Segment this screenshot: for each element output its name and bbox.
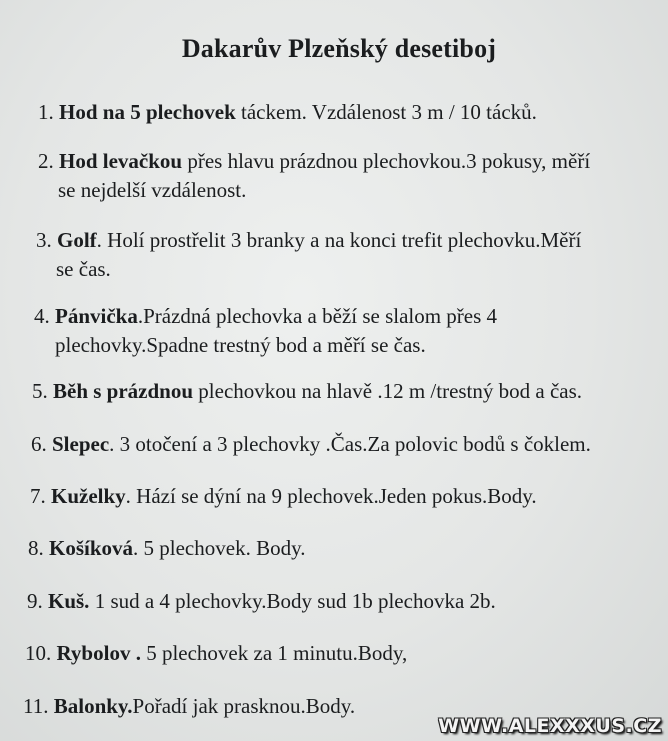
item-description-continued: se čas. — [56, 257, 111, 281]
item-number: 7. — [30, 484, 46, 508]
item-number: 3. — [36, 228, 52, 252]
item-description-continued: plechovky.Spadne trestný bod a měří se čas. — [55, 333, 426, 357]
page-title: Dakarův Plzeňský desetiboj — [181, 34, 497, 63]
item-number: 10. — [25, 641, 52, 665]
list-item-9 — [27, 587, 496, 616]
list-item-11 — [23, 692, 355, 721]
item-description: táckem. Vzdálenost 3 m / 10 tácků. — [235, 100, 537, 124]
item-name: Slepec — [52, 432, 110, 456]
list-item-10 — [25, 639, 407, 668]
item-description: . Hází se dýní na 9 plechovek.Jeden pokus.Body. — [125, 484, 537, 508]
item-name: Pánvička — [55, 304, 138, 328]
item-description: 1 sud a 4 plechovky.Body sud 1b plechovka 2b. — [89, 589, 496, 613]
list-item-7 — [30, 482, 537, 511]
item-name: Hod levačkou — [59, 149, 183, 173]
item-number: 5. — [32, 379, 48, 403]
item-number: 1. — [38, 100, 54, 124]
item-number: 11. — [23, 694, 49, 718]
list-item-4 — [34, 302, 497, 360]
item-name: Kuželky — [51, 484, 126, 508]
item-description: . 3 otočení a 3 plechovky .Čas.Za polovic bodů s čoklem. — [109, 432, 591, 456]
item-description-continued: se nejdelší vzdálenost. — [58, 178, 247, 202]
list-item-8 — [28, 534, 305, 563]
item-name: Běh s prázdnou — [53, 379, 194, 403]
item-name: Balonky. — [53, 694, 133, 718]
item-number: 8. — [28, 536, 44, 560]
item-name: Golf — [57, 228, 97, 252]
list-item-1 — [38, 98, 537, 127]
item-description: 5 plechovek za 1 minutu.Body, — [140, 641, 408, 665]
item-description: . Holí prostřelit 3 branky a na konci trefit plechovku.Měří — [96, 228, 582, 252]
item-number: 6. — [31, 432, 47, 456]
item-number: 9. — [27, 589, 43, 613]
item-name: Hod na 5 plechovek — [59, 100, 236, 124]
item-number: 4. — [34, 304, 50, 328]
item-name: Kuš. — [48, 589, 90, 613]
item-number: 2. — [38, 149, 54, 173]
list-item-6 — [31, 430, 591, 459]
item-description: plechovkou na hlavě .12 m /trestný bod a čas. — [193, 379, 583, 403]
item-description: .Prázdná plechovka a běží se slalom přes 4 — [137, 304, 498, 328]
item-description: přes hlavu prázdnou plechovkou.3 pokusy, měří — [182, 149, 591, 173]
item-name: Rybolov . — [56, 641, 141, 665]
watermark: WWW.ALEXXXUS.CZ — [438, 715, 662, 737]
list-item-3 — [36, 226, 581, 284]
list-item-2 — [38, 147, 590, 205]
item-name: Košíková — [49, 536, 134, 560]
item-description: Pořadí jak prasknou.Body. — [132, 694, 356, 718]
item-description: . 5 plechovek. Body. — [133, 536, 306, 560]
list-item-5 — [32, 377, 582, 406]
